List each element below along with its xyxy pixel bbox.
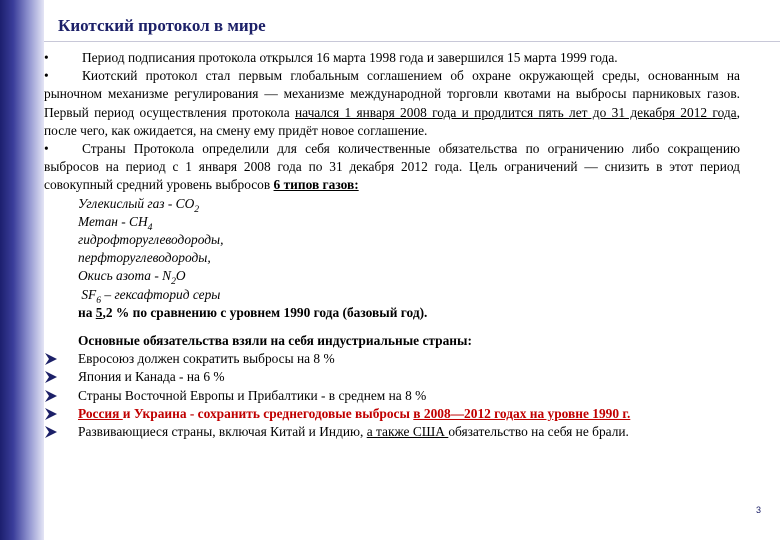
commitment-developing: Развивающиеся страны, включая Китай и Индию, а также США обязательство на себя не брали. xyxy=(44,423,740,441)
slide-title: Киотский протокол в мире xyxy=(58,16,266,35)
bullet-gas-count: 6 типов газов: xyxy=(273,177,359,193)
page-number: 3 xyxy=(756,505,762,515)
slide-content xyxy=(44,49,740,441)
gas-n2o: Окись азота - $N_2O$ xyxy=(78,268,186,288)
arrow-bullet-icon xyxy=(44,425,58,439)
bullet-signing-period xyxy=(44,49,740,67)
commitments-heading: Основные обязательства взяли на себя индустриальные страны: xyxy=(78,333,472,349)
gas-list xyxy=(44,195,740,322)
gas-co2: Углекислый газ - $CO_2$ xyxy=(78,195,200,215)
bullet-underlined-text: начался 1 января 2008 года и продлится пять лет до 31 декабря 2012 года xyxy=(295,104,737,120)
left-decorative-bar xyxy=(0,0,44,540)
commitment-japan-canada: Япония и Канада - на 6 % xyxy=(44,368,740,386)
gas-hfc: гидрофторуглеводороды, xyxy=(78,232,224,248)
arrow-bullet-icon xyxy=(44,407,58,421)
arrow-bullet-icon xyxy=(44,352,58,366)
gas-ch4: Метан - $CH_4$ xyxy=(78,213,153,233)
arrow-bullet-icon xyxy=(44,370,58,384)
commitment-russia-ukraine: Россия и Украина - сохранить среднегодовые выбросы в 2008—2012 годах на уровне 1990 г. xyxy=(44,405,740,423)
bullet-text: , после чего, как ожидается, на смену ему придёт новое соглашение. xyxy=(44,104,740,138)
bullet-text: Страны Протокола определили для себя количественные обязательства по ограничению либо сокращению выбросов на период с 1 января 2008 года по 31 декабря 2012 года. Цель ограничений — снизить в этот период совокупный средний уровень выбросов xyxy=(44,141,740,193)
bullet-kyoto-agreement xyxy=(44,67,740,140)
gas-pfc: перфторуглеводороды, xyxy=(78,250,211,266)
bullet-obligations xyxy=(44,140,740,195)
reduction-target: на 5,2 % по сравнению с уровнем 1990 года (базовый год). xyxy=(78,304,428,320)
bullet-text: Период подписания протокола открылся 16 марта 1998 года и завершился 15 марта 1999 года. xyxy=(82,50,618,65)
bullet-mark: • xyxy=(44,141,49,157)
arrow-bullet-icon xyxy=(44,389,58,403)
bullet-text: Киотский протокол стал первым глобальным соглашением об охране окружающей среды, основанным на рыночном механизме регулирования — механизме международной торговли квотами на выбросы парниковых газов. Первый период осуществления протокола xyxy=(44,68,740,120)
bullet-mark: • xyxy=(44,68,49,84)
bullet-mark: • xyxy=(44,50,49,65)
commitment-eastern-europe: Страны Восточной Европы и Прибалтики - в среднем на 8 % xyxy=(44,387,740,405)
title-divider xyxy=(44,41,780,42)
gas-sf6: $SF_6$ – гексафторид серы xyxy=(81,286,221,306)
commitment-eu: Евросоюз должен сократить выбросы на 8 % xyxy=(44,350,740,368)
